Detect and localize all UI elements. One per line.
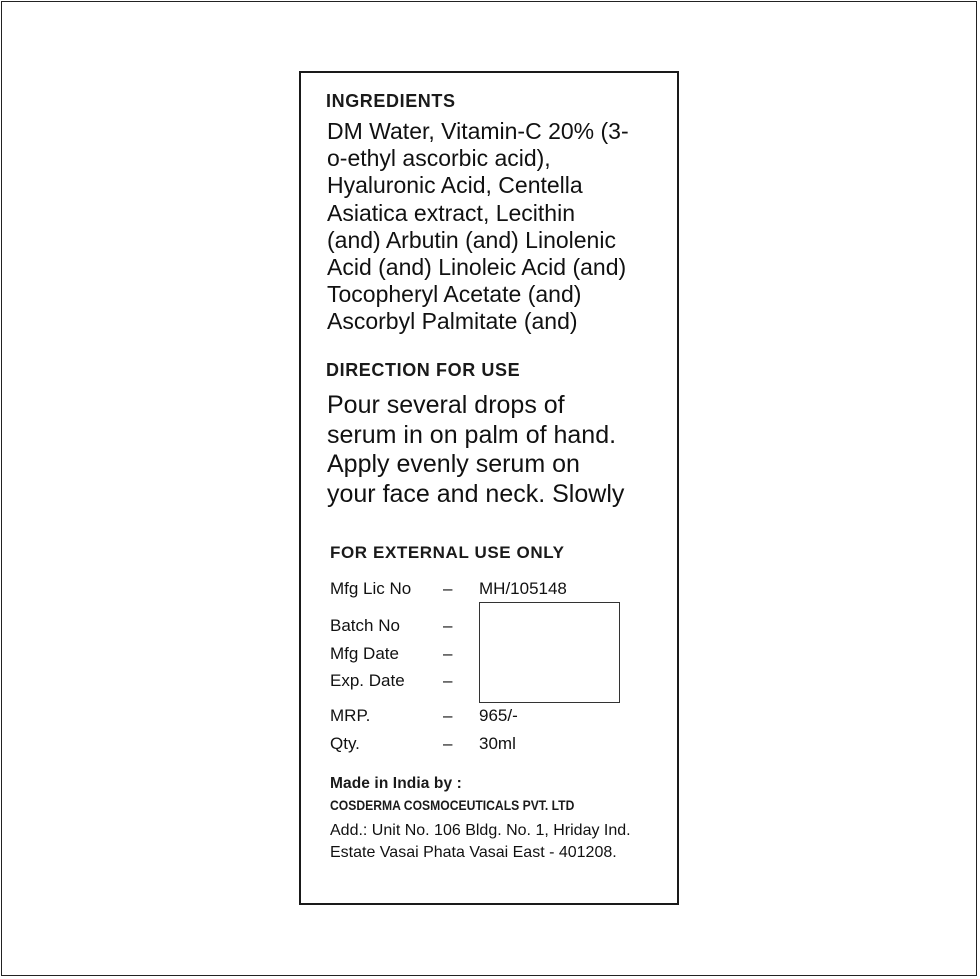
mrp-label: MRP. [330, 706, 371, 725]
mrp-value: 965/- [479, 706, 518, 725]
made-in-heading: Made in India by : [330, 775, 462, 792]
exp-date-label: Exp. Date [330, 671, 405, 690]
direction-text: Pour several drops of serum in on palm of hand. Apply evenly serum on your face and neck. Slowly [327, 391, 625, 508]
batch-no-label: Batch No [330, 616, 400, 635]
company-name: COSDERMA COSMOCEUTICALS PVT. LTD [330, 798, 575, 813]
qty-dash: – [443, 734, 453, 753]
external-use-heading: FOR EXTERNAL USE ONLY [330, 543, 565, 562]
batch-no-dash: – [443, 616, 453, 635]
qty-value: 30ml [479, 734, 516, 753]
mfg-lic-value: MH/105148 [479, 579, 567, 598]
ingredients-text: DM Water, Vitamin-C 20% (3- o-ethyl ascorbic acid), Hyaluronic Acid, Centella Asiatica extract, Lecithin (and) Arbutin (and) Linolenic Acid (and) Linoleic Acid (and) Tocopheryl Acetate (and) Ascorbyl Palmitate (and) [327, 118, 629, 335]
batch-stamp-box [479, 602, 620, 703]
direction-heading: DIRECTION FOR USE [326, 360, 521, 380]
mfg-date-label: Mfg Date [330, 644, 399, 663]
mrp-dash: – [443, 706, 453, 725]
ingredients-heading: INGREDIENTS [326, 91, 456, 111]
exp-date-dash: – [443, 671, 453, 690]
qty-label: Qty. [330, 734, 360, 753]
mfg-lic-label: Mfg Lic No [330, 579, 412, 598]
mfg-lic-dash: – [443, 579, 453, 598]
mfg-date-dash: – [443, 644, 453, 663]
company-address: Add.: Unit No. 106 Bldg. No. 1, Hriday Ind. Estate Vasai Phata Vasai East - 401208. [330, 822, 631, 861]
